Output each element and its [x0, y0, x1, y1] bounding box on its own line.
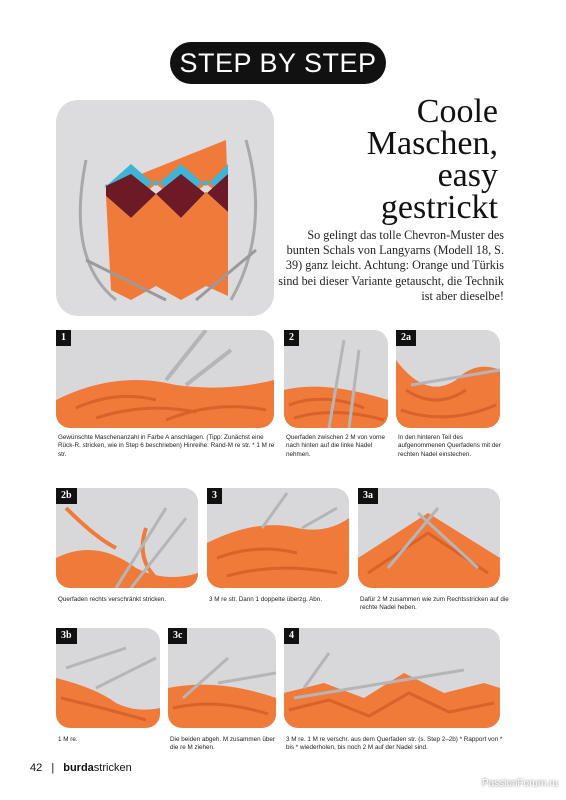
- step-by-step-banner: STEP BY STEP: [170, 42, 386, 84]
- step-2-label: 2: [284, 330, 299, 346]
- headline-line-1: Coole: [416, 93, 498, 130]
- step-2a-label: 2a: [396, 330, 416, 346]
- intro-text: So gelingt das tolle Chevron-Muster des bunten Schals von Langyarns (Modell 18, S. 39) ganz leicht. Achtung: Orange und Türkis sind bei dieser Variante getauscht, die Technik ist aber dieselbe!: [278, 228, 504, 303]
- step-4-caption: 3 M re. 1 M re verschr. aus dem Querfaden str. (s. Step 2–2b) * Rapport von * bis * wiederholen, bis noch 2 M auf der Nadel sind.: [286, 736, 503, 752]
- step-3-caption: 3 M re str. Dann 1 doppelte überzg. Abn.: [209, 596, 323, 603]
- step-1-photo: [56, 330, 274, 428]
- step-2-photo: [284, 330, 388, 428]
- step-2-caption: Querfaden zwischen 2 M von vorne nach hinten auf die linke Nadel nehmen.: [286, 434, 386, 458]
- watermark: PassionForum.ru: [481, 778, 558, 789]
- step-2b-photo: [56, 488, 198, 588]
- step-4-photo: [284, 628, 500, 728]
- step-3c-caption: Die beiden abgeh. M zusammen über die re M ziehen.: [170, 736, 276, 752]
- step-3a-photo: [358, 488, 500, 588]
- step-3b-label: 3b: [56, 628, 77, 644]
- footer: [30, 762, 132, 774]
- step-3a-label: 3a: [358, 488, 378, 504]
- step-3-label: 3: [207, 488, 222, 504]
- step-2b-label: 2b: [56, 488, 77, 504]
- headline-line-3: easy: [437, 157, 498, 194]
- step-3-photo: [207, 488, 349, 588]
- brand-name-rest: stricken: [93, 762, 132, 774]
- brand-name-bold: burda: [63, 762, 94, 774]
- step-2b-caption: Querfaden rechts verschränkt stricken.: [58, 596, 167, 603]
- step-1-label: 1: [56, 330, 71, 346]
- footer-separator: |: [51, 762, 55, 774]
- step-1-caption: Gewünschte Maschenanzahl in Farbe A anschlagen. (Tipp: Zunächst eine Rück-R. stricken, wie in Step 6 beschrieben) Hinreihe: Rand-M re str. * 1 M re str.: [58, 434, 275, 458]
- step-3c-label: 3c: [168, 628, 187, 644]
- page-number: 42: [30, 762, 43, 774]
- step-4-label: 4: [284, 628, 299, 644]
- headline: [292, 93, 498, 226]
- step-2a-caption: In den hinteren Teil des aufgenommenen Querfadens mit der rechten Nadel einstechen.: [398, 434, 501, 458]
- step-3b-caption: 1 M re.: [58, 736, 78, 743]
- headline-line-4: gestrickt: [380, 189, 498, 226]
- headline-line-2: Maschen,: [366, 125, 498, 162]
- hero-photo: [56, 100, 274, 316]
- step-3a-caption: Dafür 2 M zusammen wie zum Rechtsstricken auf die rechte Nadel heben.: [360, 596, 509, 612]
